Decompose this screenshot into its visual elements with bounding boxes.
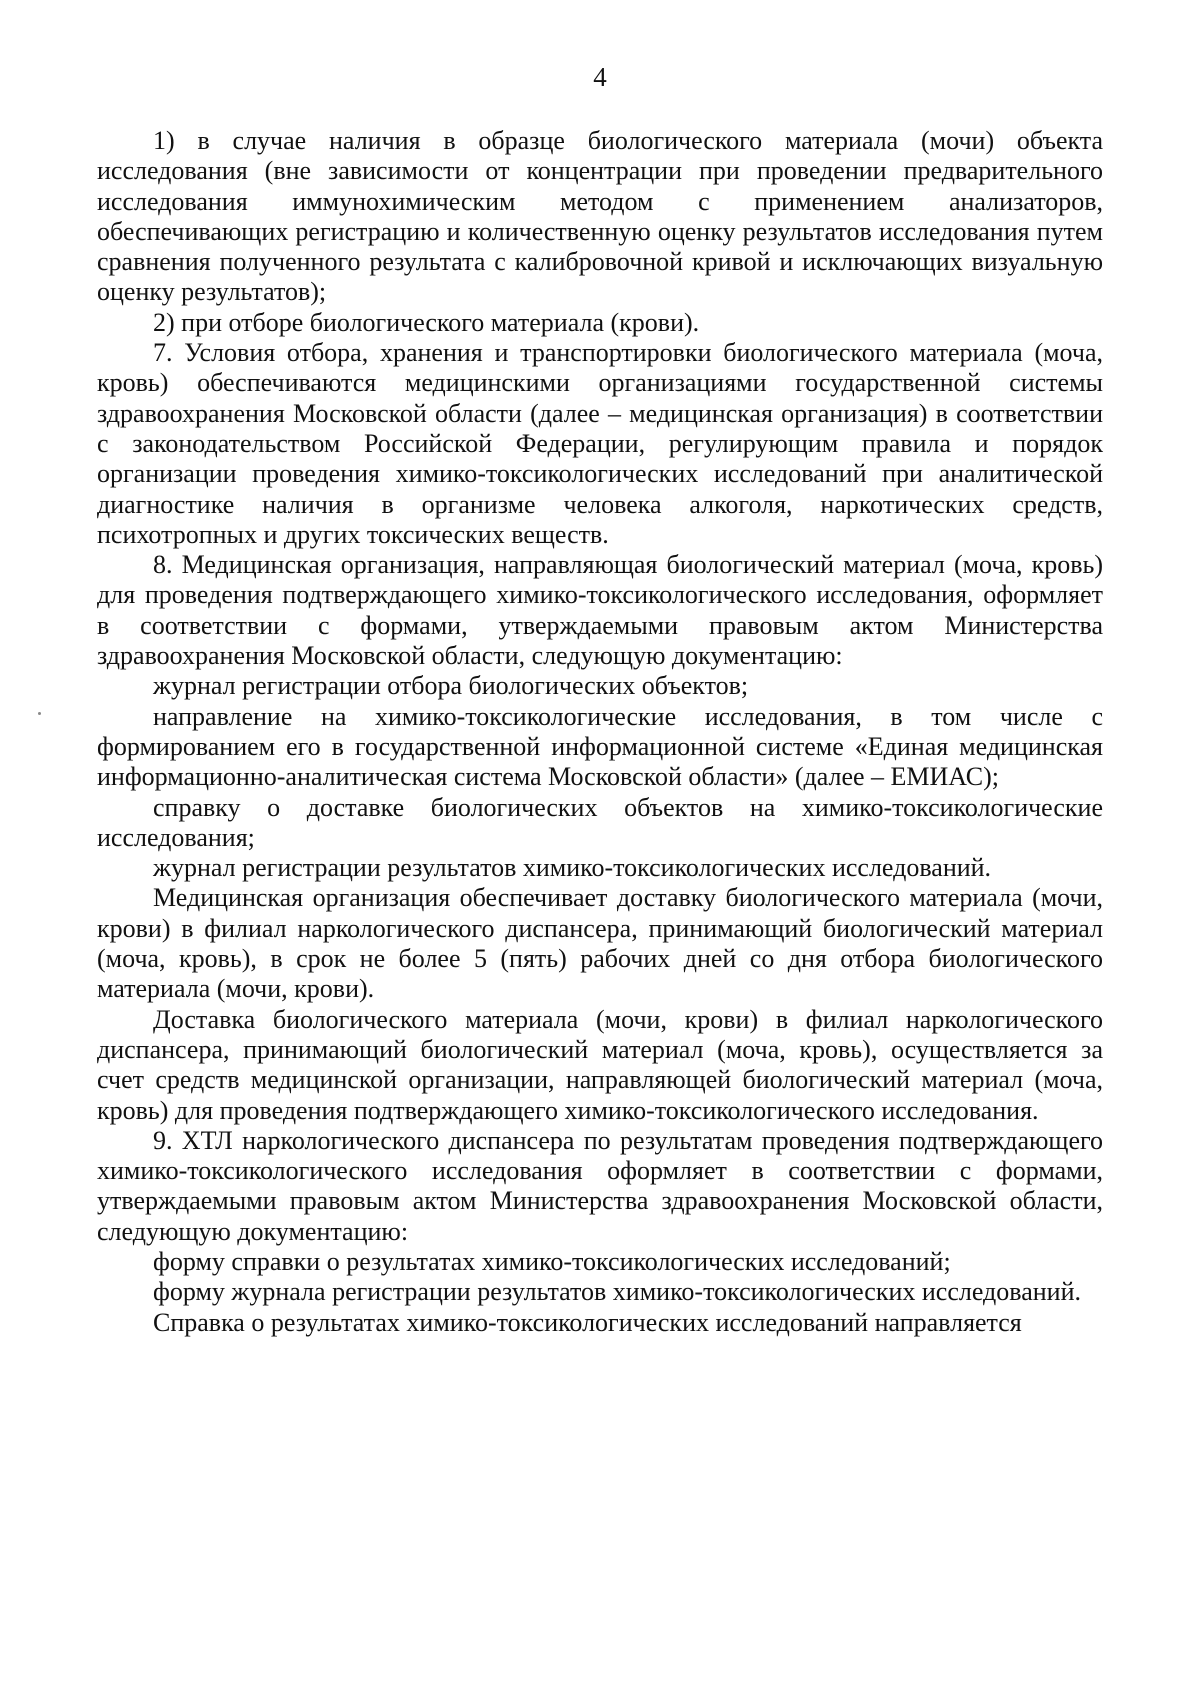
paragraph-doc-list-3: справку о доставке биологических объектов на химико-токсикологические исследования; bbox=[97, 792, 1103, 852]
paragraph-doc-list-4: журнал регистрации результатов химико-токсикологических исследований. bbox=[153, 853, 992, 883]
document-body bbox=[97, 126, 1103, 1338]
page-number: 4 bbox=[593, 62, 607, 92]
paragraph-delivery-cost: Доставка биологического материала (мочи, крови) в филиал наркологического диспансера, принимающий биологический материал (моча, кровь), осуществляется за счет средств медицинской организации, направляющей биологический материал (моча, кровь) для проведения подтверждающего химико-токсикологического исследования. bbox=[97, 1004, 1103, 1125]
paragraph-doc-list-2: направление на химико-токсикологические исследования, в том числе с формированием его в государственной информационной системе «Единая медицинская информационно-аналитическая система Московской области» (далее – ЕМИАС); bbox=[97, 701, 1103, 792]
paragraph-clause-7: 7. Условия отбора, хранения и транспортировки биологического материала (моча, кровь) обеспечиваются медицинскими организациями государственной системы здравоохранения Московской области (далее – медицинская организация) в соответствии с законодательством Российской Федерации, регулирующим правила и порядок организации проведения химико-токсикологических исследований при аналитической диагностике наличия в организме человека алкоголя, наркотических средств, психотропных и других токсических веществ. bbox=[97, 338, 1103, 549]
paragraph-form-list-1: форму справки о результатах химико-токсикологических исследований; bbox=[153, 1246, 951, 1276]
paragraph-item-2-condition: 2) при отборе биологического материала (крови). bbox=[153, 307, 700, 337]
paragraph-clause-8: 8. Медицинская организация, направляющая биологический материал (моча, кровь) для проведения подтверждающего химико-токсикологического исследования, оформляет в соответствии с формами, утверждаемыми правовым актом Министерства здравоохранения Московской области, следующую документацию: bbox=[97, 550, 1103, 671]
paragraph-clause-9: 9. ХТЛ наркологического диспансера по результатам проведения подтверждающего химико-токсикологического исследования оформляет в соответствии с формами, утверждаемыми правовым актом Министерства здравоохранения Московской области, следующую документацию: bbox=[97, 1125, 1103, 1246]
paragraph-delivery-term: Медицинская организация обеспечивает доставку биологического материала (мочи, крови) в филиал наркологического диспансера, принимающий биологический материал (моча, кровь), в срок не более 5 (пять) рабочих дней со дня отбора биологического материала (мочи, крови). bbox=[97, 883, 1103, 1004]
paragraph-doc-list-1: журнал регистрации отбора биологических объектов; bbox=[153, 671, 749, 701]
paragraph-item-1-condition: 1) в случае наличия в образце биологического материала (мочи) объекта исследования (вне зависимости от концентрации при проведении предварительного исследования иммунохимическим методом с применением анализаторов, обеспечивающих регистрацию и количественную оценку результатов исследования путем сравнения полученного результата с калибровочной кривой и исключающих визуальную оценку результатов); bbox=[97, 126, 1103, 307]
scan-speck bbox=[38, 712, 41, 715]
paragraph-form-list-2: форму журнала регистрации результатов химико-токсикологических исследований. bbox=[153, 1277, 1082, 1307]
paragraph-results-certificate: Справка о результатах химико-токсикологических исследований направляется bbox=[153, 1307, 1022, 1337]
